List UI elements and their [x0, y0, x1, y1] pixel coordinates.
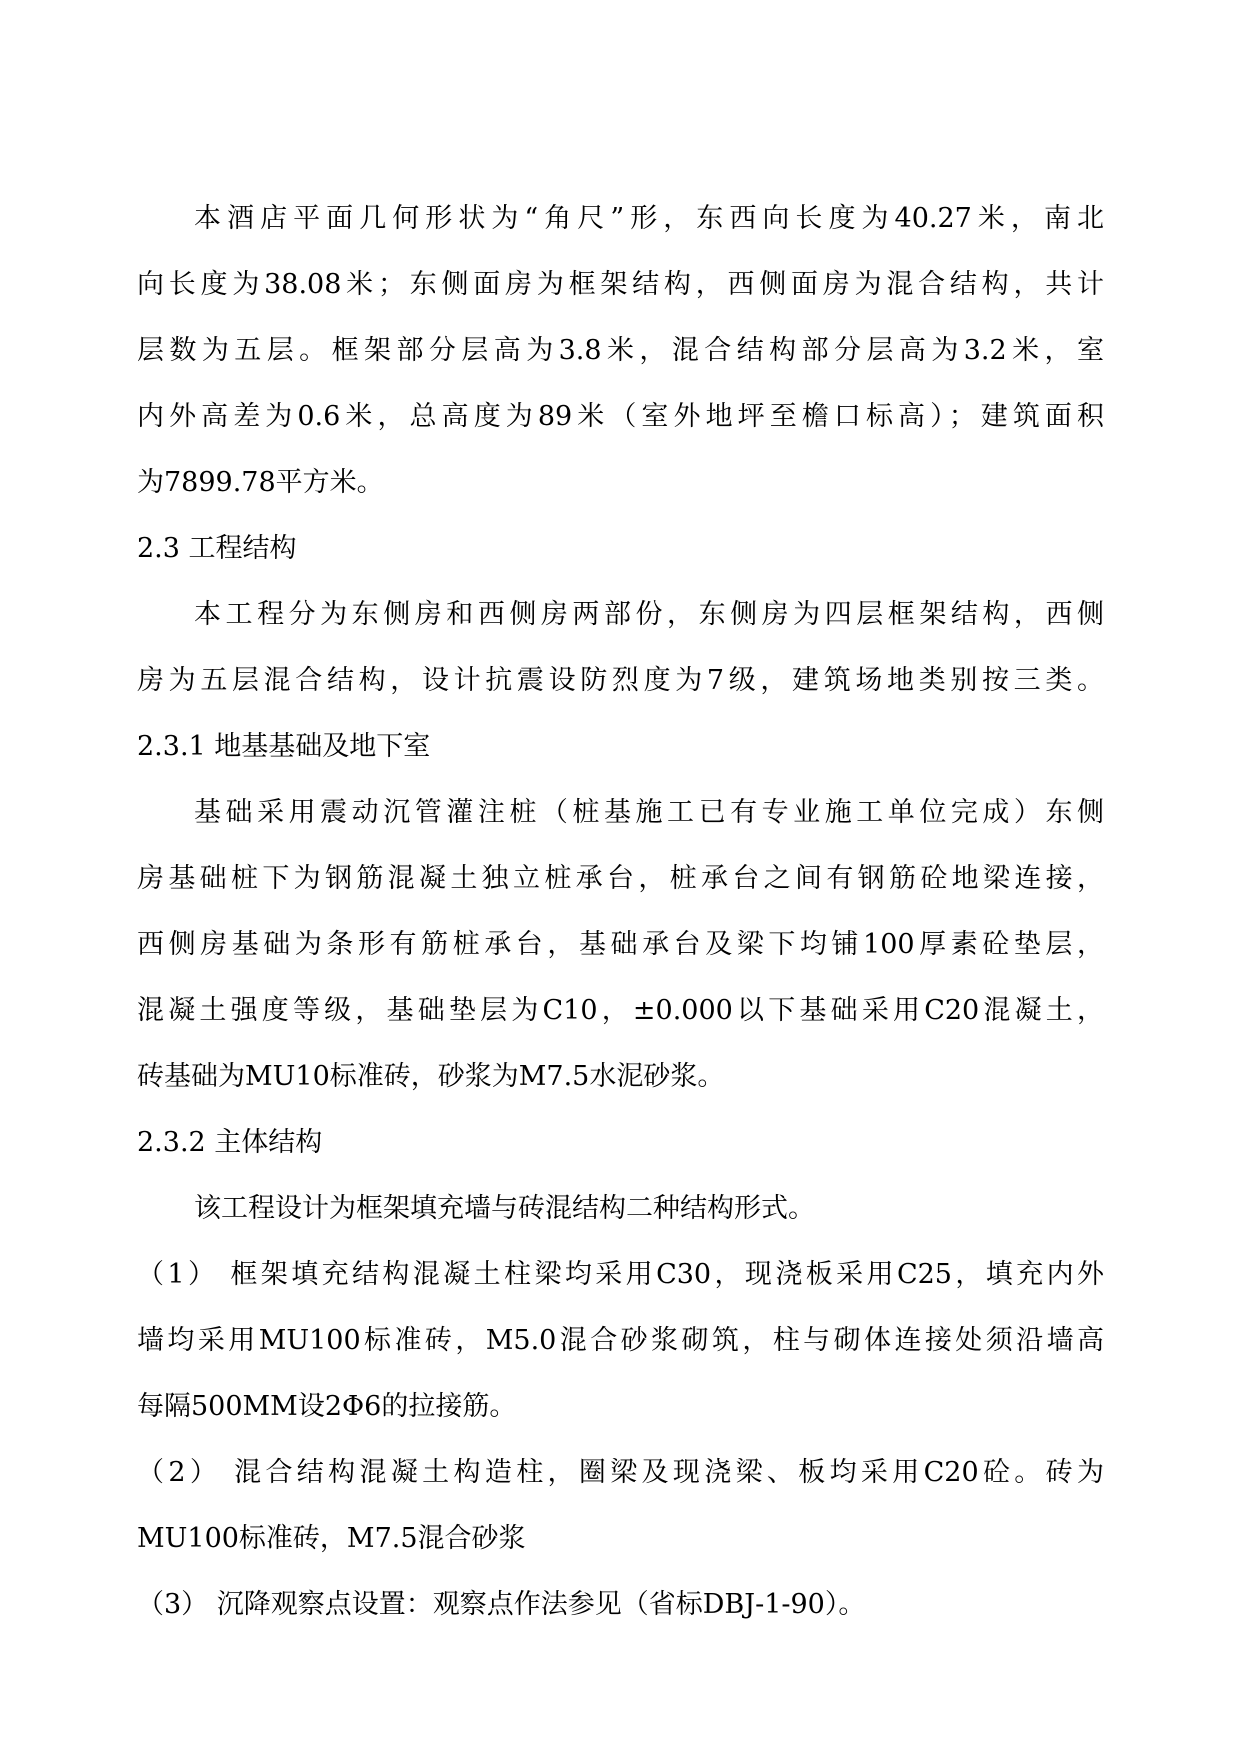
paragraph-line: 本工程分为东侧房和西侧房两部份，东侧房为四层框架结构，西侧	[194, 599, 1104, 630]
paragraph-line: 砖基础为MU10标准砖，砂浆为M7.5水泥砂浆。	[137, 1061, 725, 1092]
paragraph-line: 西侧房基础为条形有筋桩承台，基础承台及梁下均铺100厚素砼垫层，	[137, 929, 1104, 960]
list-item-line: 每隔500MM设2Φ6的拉接筋。	[137, 1391, 517, 1422]
list-item-line: （3） 沉降观察点设置：观察点作法参见（省标DBJ-1-90）。	[137, 1589, 866, 1620]
paragraph-line: 基础采用震动沉管灌注桩（桩基施工已有专业施工单位完成）东侧	[194, 797, 1104, 828]
list-item-line: （2） 混合结构混凝土构造柱，圈梁及现浇梁、板均采用C20砼。砖为	[137, 1457, 1104, 1488]
list-item-line: 墙均采用MU100标准砖，M5.0混合砂浆砌筑，柱与砌体连接处须沿墙高	[137, 1325, 1104, 1356]
section-heading: 2.3.1 地基基础及地下室	[137, 731, 431, 762]
paragraph-line: 为7899.78平方米。	[137, 467, 384, 498]
paragraph-line: 混凝土强度等级，基础垫层为C10，±0.000以下基础采用C20混凝土，	[137, 995, 1104, 1026]
paragraph-line: 房基础桩下为钢筋混凝土独立桩承台，桩承台之间有钢筋砼地梁连接，	[137, 863, 1104, 894]
section-heading: 2.3 工程结构	[137, 533, 297, 564]
paragraph-line: 层数为五层。框架部分层高为3.8米，混合结构部分层高为3.2米，室	[137, 335, 1104, 366]
section-heading: 2.3.2 主体结构	[137, 1127, 323, 1158]
paragraph-line: 该工程设计为框架填充墙与砖混结构二种结构形式。	[194, 1193, 815, 1224]
list-item-line: （1） 框架填充结构混凝土柱梁均采用C30，现浇板采用C25，填充内外	[137, 1259, 1104, 1290]
paragraph-line: 内外高差为0.6米，总高度为89米（室外地坪至檐口标高）；建筑面积	[137, 401, 1104, 432]
list-item-line: MU100标准砖，M7.5混合砂浆	[137, 1523, 526, 1554]
paragraph-line: 本酒店平面几何形状为“角尺”形，东西向长度为40.27米，南北	[194, 203, 1104, 234]
paragraph-line: 房为五层混合结构，设计抗震设防烈度为7级，建筑场地类别按三类。	[137, 665, 1104, 696]
paragraph-line: 向长度为38.08米；东侧面房为框架结构，西侧面房为混合结构，共计	[137, 269, 1104, 300]
